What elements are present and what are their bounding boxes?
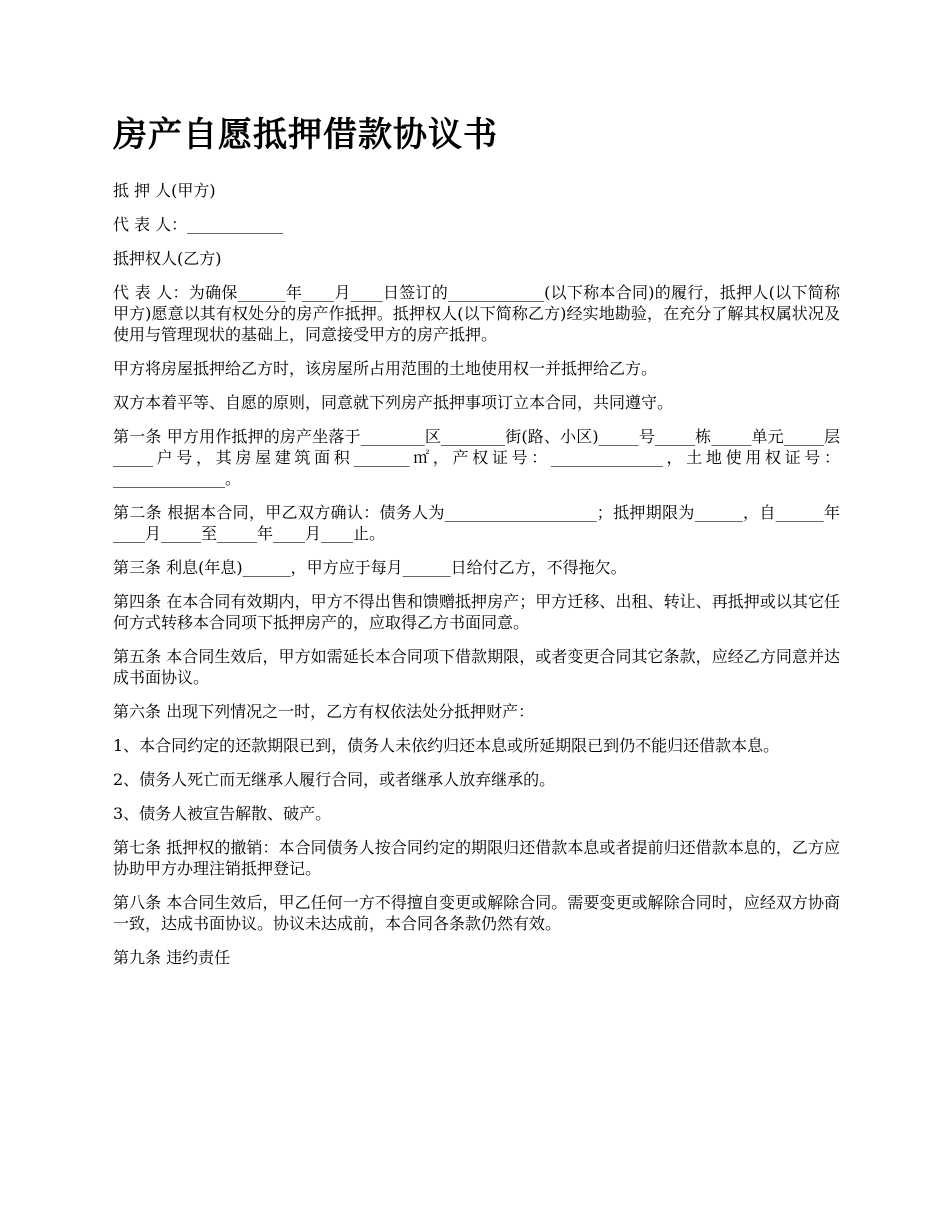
- article-6-item-2: 2、债务人死亡而无继承人履行合同，或者继承人放弃继承的。: [113, 770, 556, 789]
- article-8: 第八条 本合同生效后，甲乙任何一方不得擅自变更或解除合同。需要变更或解除合同时，应经双方协商一致，达成书面协议。协议未达成前，本合同各条款仍然有效。: [113, 893, 840, 933]
- article-7: 第七条 抵押权的撤销：本合同债务人按合同约定的期限归还借款本息或者提前归还借款本息的，乙方应协助甲方办理注销抵押登记。: [113, 838, 840, 878]
- paragraph-principle: 双方本着平等、自愿的原则，同意就下列房产抵押事项订立本合同，共同遵守。: [113, 393, 674, 412]
- article-1: 第一条 甲方用作抵押的房产坐落于________区________街(路、小区)_____号_____栋_____单元_____层_____户号，其房屋建筑面积_______㎡，产权证号：______________，土地使用权证号：______________。: [113, 427, 840, 488]
- document-page: [113, 108, 840, 981]
- paragraph-mortgagor: 抵 押 人(甲方): [113, 181, 216, 200]
- article-5: 第五条 本合同生效后，甲方如需延长本合同项下借款期限，或者变更合同其它条款，应经乙方同意并达成书面协议。: [113, 647, 840, 687]
- article-6: 第六条 出现下列情况之一时，乙方有权依法处分抵押财产：: [113, 702, 535, 721]
- article-3: 第三条 利息(年息)______，甲方应于每月______日给付乙方，不得拖欠。: [113, 558, 627, 577]
- article-4: 第四条 在本合同有效期内，甲方不得出售和馈赠抵押房产；甲方迁移、出租、转让、再抵押或以其它任何方式转移本合同项下抵押房产的，应取得乙方书面同意。: [113, 592, 840, 632]
- paragraph-land-use: 甲方将房屋抵押给乙方时，该房屋所占用范围的土地使用权一并抵押给乙方。: [113, 359, 658, 378]
- article-9: 第九条 违约责任: [113, 948, 231, 967]
- article-6-item-3: 3、债务人被宣告解散、破产。: [113, 804, 332, 823]
- paragraph-mortgagor-representative: 代 表 人：____________: [113, 215, 284, 234]
- document-title: 房产自愿抵押借款协议书: [113, 115, 498, 155]
- paragraph-mortgagee: 抵押权人(乙方): [113, 249, 222, 268]
- article-6-item-1: 1、本合同约定的还款期限已到，债务人未依约归还本息或所延期限已到仍不能归还借款本息。: [113, 736, 780, 755]
- article-2: 第二条 根据本合同，甲乙双方确认：债务人为___________________；抵押期限为______，自______年____月_____至_____年____月____止。: [113, 503, 840, 543]
- paragraph-preamble: 代 表 人：为确保______年____月____日签订的____________(以下称本合同)的履行，抵押人(以下简称甲方)愿意以其有权处分的房产作抵押。抵押权人(以下简称乙方)经实地勘验，在充分了解其权属状况及使用与管理现状的基础上，同意接受甲方的房产抵押。: [113, 283, 840, 344]
